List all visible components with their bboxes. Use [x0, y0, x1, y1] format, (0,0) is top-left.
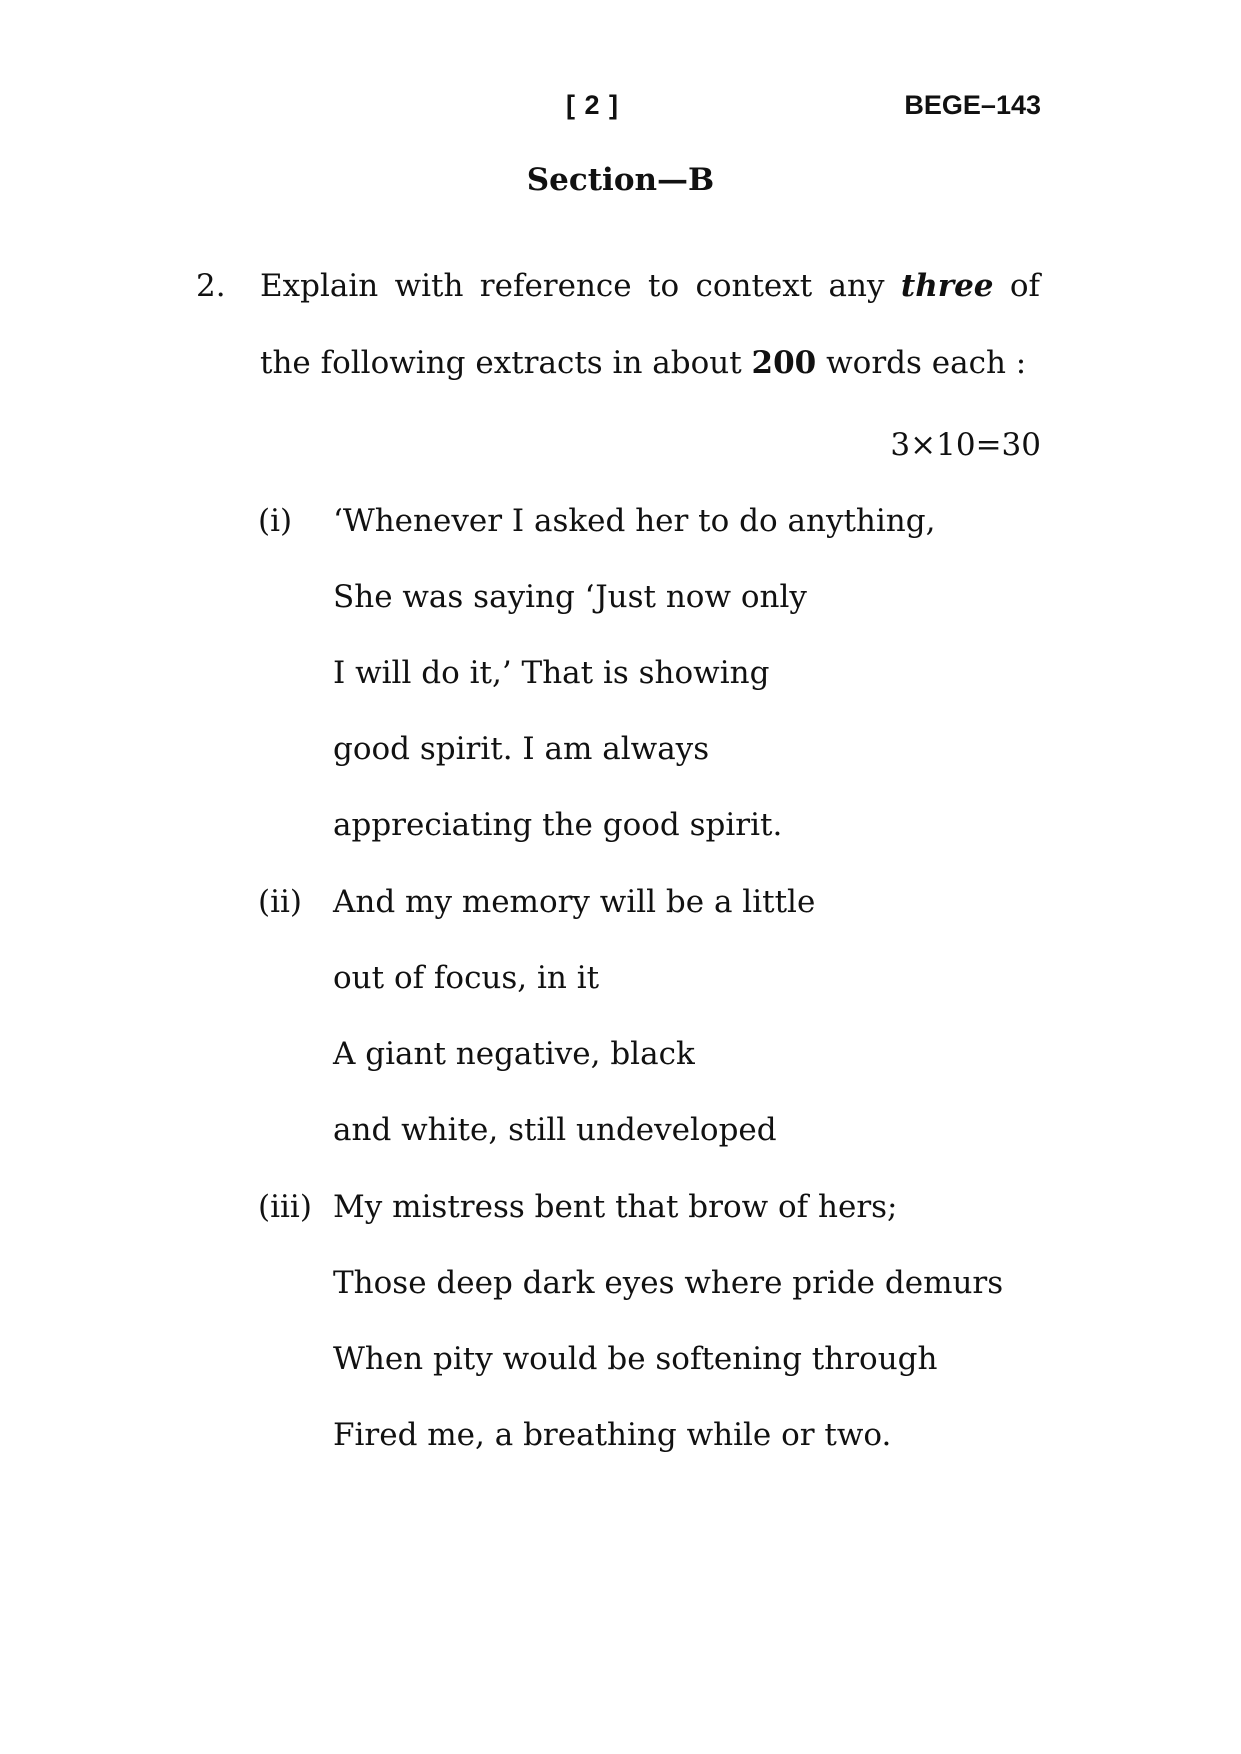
question-emphasis: three: [900, 268, 994, 304]
extract-line: A giant negative, black: [333, 1036, 695, 1072]
extract-label: (i): [258, 503, 293, 539]
extract-line: good spirit. I am always: [333, 731, 710, 767]
marks-allocation: 3×10=30: [890, 427, 1041, 463]
question-text-2a: the following extracts in about: [260, 345, 742, 381]
question-text-1b: of: [1009, 268, 1041, 304]
question-number: 2.: [196, 268, 226, 304]
question-word-count: 200: [751, 345, 817, 381]
question-text-2b: words each :: [826, 345, 1027, 381]
question-text-line-2: [260, 345, 1040, 381]
extract-line: ‘Whenever I asked her to do anything,: [333, 503, 936, 539]
extract-label: (iii): [258, 1189, 312, 1225]
extract-line: When pity would be softening through: [333, 1341, 938, 1377]
question-text-line-1: [260, 268, 1040, 304]
extract-line: out of focus, in it: [333, 960, 600, 996]
course-code: BEGE–143: [904, 90, 1041, 120]
page-number: [ 2 ]: [566, 90, 620, 120]
extract-line: My mistress bent that brow of hers;: [333, 1189, 898, 1225]
extract-line: Those deep dark eyes where pride demurs: [333, 1265, 1004, 1301]
extract-line: And my memory will be a little: [333, 884, 816, 920]
extract-label: (ii): [258, 884, 303, 920]
section-title-text: Section—B: [526, 162, 715, 198]
extract-line: Fired me, a breathing while or two.: [333, 1417, 892, 1453]
section-title: [0, 162, 1241, 198]
question-text-1a: Explain with reference to context any: [260, 268, 885, 304]
extract-line: I will do it,’ That is showing: [333, 655, 770, 691]
extract-line: appreciating the good spirit.: [333, 807, 783, 843]
extract-line: She was saying ‘Just now only: [333, 579, 807, 615]
extract-line: and white, still undeveloped: [333, 1112, 777, 1148]
